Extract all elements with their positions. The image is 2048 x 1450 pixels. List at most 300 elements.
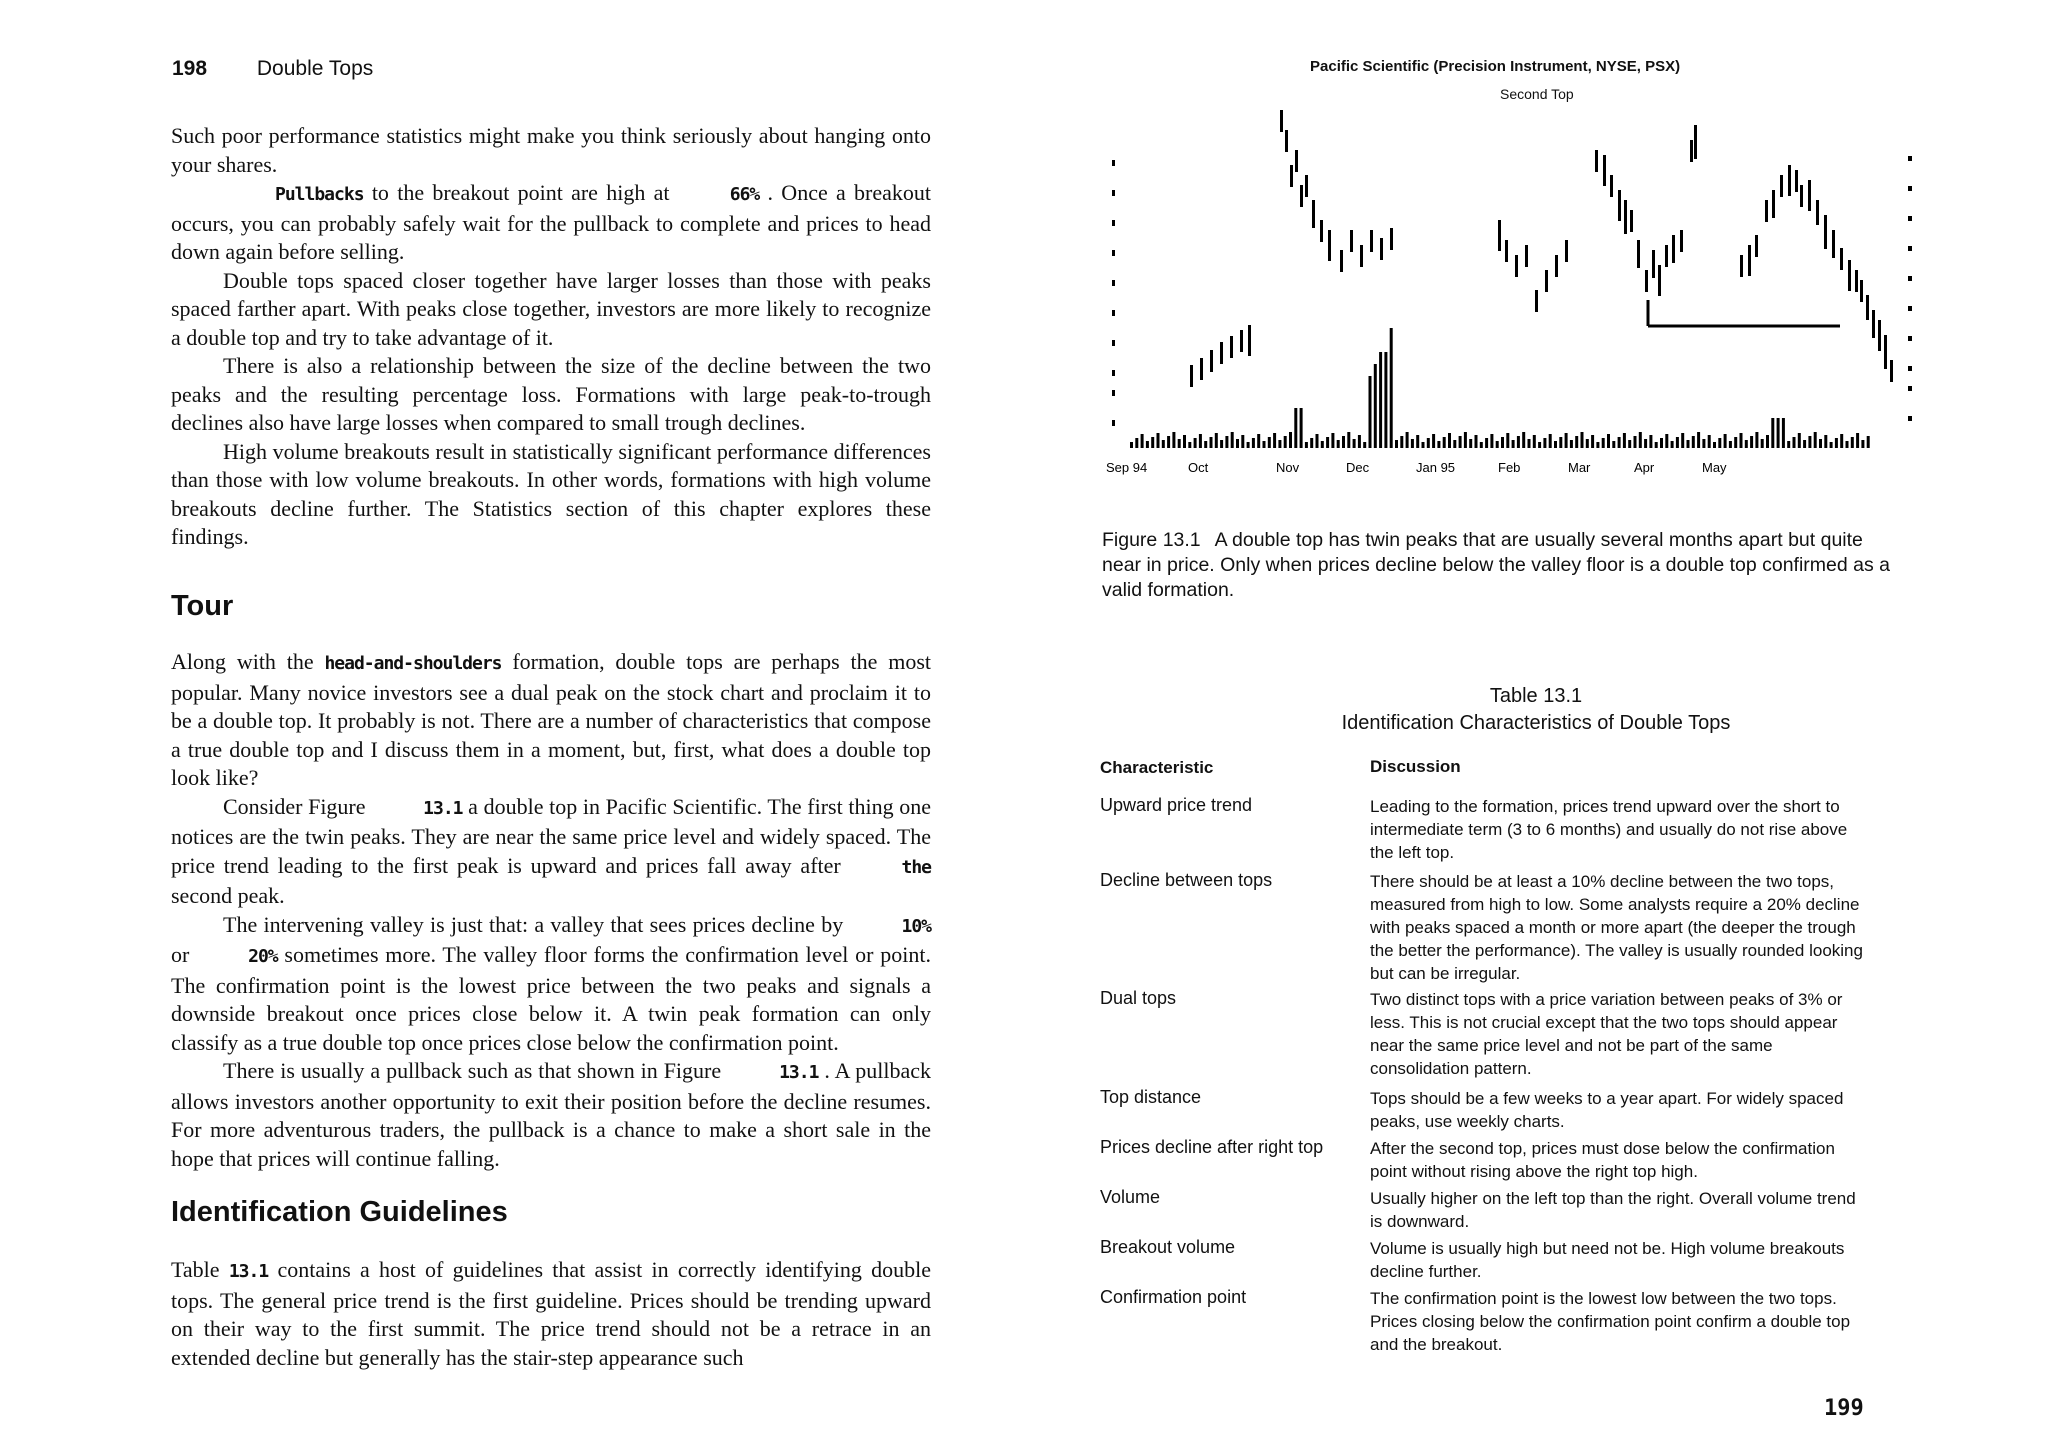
table-number: Table 13.1 — [1489, 685, 1583, 707]
discussion-cell: Volume is usually high but need not be. High volume breakouts decline further. — [1370, 1239, 1845, 1281]
volume-bar — [1708, 435, 1711, 448]
volume-bar — [1713, 442, 1716, 448]
figure-annotation: Second Top — [1500, 86, 1574, 102]
axis-tick — [1908, 186, 1912, 191]
x-tick-label: Dec — [1346, 460, 1370, 475]
volume-bar — [1151, 437, 1154, 448]
paragraph-text: . A pullback allows investors another opportunity to exit their position before the decline resumes. For more adventurous traders, the pullback is a chance to make a short sale in the hope that prices will continue falling. — [171, 1058, 931, 1171]
degraded-text: 13.1 — [779, 1062, 819, 1083]
volume-bar — [1835, 438, 1838, 448]
volume-bar — [1321, 441, 1324, 448]
paragraph-text: There is usually a pullback such as that shown in Figure — [223, 1058, 728, 1083]
volume-bar — [1453, 440, 1456, 448]
tour-paragraphs — [171, 648, 931, 1173]
volume-bar — [1342, 436, 1345, 448]
price-bar — [1824, 215, 1827, 249]
volume-bar — [1204, 441, 1207, 448]
degraded-text: head-and-shoulders — [324, 653, 502, 674]
price-bar — [1740, 255, 1743, 277]
characteristic-cell: Breakout volume — [1100, 1237, 1236, 1257]
price-bar — [1832, 230, 1835, 258]
price-bar — [1618, 190, 1621, 221]
price-bar — [1230, 336, 1233, 358]
volume-bar — [1496, 441, 1499, 448]
volume-bar — [1814, 432, 1817, 448]
volume-bar — [1432, 434, 1435, 448]
folio-page-number: 199 — [1824, 1396, 1864, 1421]
characteristic-cell: Prices decline after right top — [1100, 1137, 1324, 1157]
price-bar — [1525, 245, 1528, 267]
volume-bar — [1602, 438, 1605, 448]
discussion-cell: Leading to the formation, prices trend upward over the short to intermediate term (3 to 6 months) and usually do not rise above the left top. — [1370, 797, 1848, 862]
volume-bar — [1856, 433, 1859, 448]
axis-tick — [1112, 370, 1115, 376]
price-bar — [1312, 200, 1315, 228]
volume-bar — [1543, 438, 1546, 448]
figure-caption — [1102, 528, 1892, 603]
volume-bar — [1188, 442, 1191, 448]
price-bar — [1545, 270, 1548, 292]
price-bar — [1190, 365, 1193, 387]
price-bar — [1694, 125, 1697, 159]
paragraph — [171, 793, 931, 911]
volume-bar — [1480, 442, 1483, 448]
guidelines-paragraphs — [171, 1256, 931, 1372]
price-bar — [1350, 230, 1353, 252]
price-bar — [1390, 228, 1393, 250]
axis-tick — [1112, 160, 1115, 166]
discussion-cell: Usually higher on the left top than the right. Overall volume trend is downward. — [1370, 1189, 1856, 1231]
price-bar — [1840, 248, 1843, 270]
volume-bar — [1549, 434, 1552, 448]
price-bar — [1748, 245, 1751, 276]
paragraph-text: contains a host of guidelines that assist in correctly identifying double tops. The general price trend is the first guideline. Prices should be trending upward on their way to the first summit. The price trend should not be a retrace in an extended decline but generally has the stair-step appearance such — [171, 1257, 931, 1370]
volume-bar — [1247, 442, 1250, 448]
volume-bar — [1316, 434, 1319, 448]
price-bar — [1866, 295, 1869, 320]
right-page — [1024, 0, 2048, 1450]
price-bar — [1320, 220, 1323, 242]
figure-caption-text: A double top has twin peaks that are usually several months apart but quite near in price. Only when prices decline below the valley floor is a double top confirmed as a valid formation. — [1102, 529, 1891, 601]
volume-bar — [1522, 432, 1525, 448]
price-bar — [1808, 180, 1811, 211]
volume-bar — [1793, 437, 1796, 448]
x-axis-labels — [1106, 460, 1727, 475]
volume-bar — [1273, 433, 1276, 448]
x-tick-label: Sep 94 — [1106, 460, 1148, 475]
column-header-characteristic: Characteristic — [1100, 758, 1214, 777]
volume-bar — [1824, 435, 1827, 448]
volume-bar — [1172, 432, 1175, 448]
volume-bar — [1194, 438, 1197, 448]
volume-bar — [1225, 436, 1228, 448]
volume-bar — [1358, 435, 1361, 448]
volume-bar — [1384, 352, 1387, 448]
heading-tour: Tour — [171, 590, 234, 622]
volume-bar — [1575, 436, 1578, 448]
axis-tick — [1112, 190, 1115, 196]
volume-bar — [1347, 432, 1350, 448]
axis-tick — [1908, 156, 1912, 161]
volume-bar — [1702, 439, 1705, 448]
section-title: Double Tops — [256, 57, 374, 80]
volume-bar — [1469, 439, 1472, 448]
volume-bar — [1649, 435, 1652, 448]
price-bar — [1772, 190, 1775, 218]
volume-bar — [1199, 434, 1202, 448]
volume-bar — [1724, 434, 1727, 448]
volume-bar — [1411, 439, 1414, 448]
volume-bar — [1263, 441, 1266, 448]
paragraph — [171, 1256, 931, 1372]
volume-bar — [1146, 441, 1149, 448]
volume-bar — [1331, 433, 1334, 448]
figure-title: Pacific Scientific (Precision Instrument, NYSE, PSX) — [1310, 58, 1681, 75]
volume-bar — [1353, 439, 1356, 448]
paragraph-text: formation, double tops are perhaps the most popular. Many novice investors see a dual peak on the stock chart and proclaim it to be a double top. It probably is not. There are a number of characteristics that compose a true double top and I discuss them in a moment, but, first, what does a double top look like? — [171, 649, 931, 790]
price-bar — [1658, 265, 1661, 296]
volume-bar — [1448, 433, 1451, 448]
volume-bar — [1591, 435, 1594, 448]
volume-bar — [1252, 438, 1255, 448]
price-bar — [1200, 358, 1203, 380]
volume-bar — [1697, 432, 1700, 448]
price-bar — [1690, 140, 1693, 162]
volume-bar — [1369, 376, 1372, 448]
volume-bar — [1596, 442, 1599, 448]
volume-bar — [1459, 436, 1462, 448]
price-bar — [1220, 342, 1223, 364]
volume-bar — [1379, 352, 1382, 448]
volume-bar — [1178, 439, 1181, 448]
volume-bar — [1830, 442, 1833, 448]
price-bar — [1498, 220, 1501, 251]
discussion-cell: Tops should be a few weeks to a year apart. For widely spaced peaks, use weekly charts. — [1370, 1089, 1844, 1131]
price-bar — [1300, 185, 1303, 207]
volume-bar — [1808, 436, 1811, 448]
volume-bar — [1305, 442, 1308, 448]
volume-bar — [1623, 433, 1626, 448]
paragraph-text: . Once a breakout occurs, you can probably safely wait for the pullback to complete and prices to head down again before selling. — [171, 180, 931, 264]
paragraph-text: Consider Figure — [223, 793, 372, 819]
volume-bar — [1734, 437, 1737, 448]
paragraph: Double tops spaced closer together have larger losses than those with peaks spaced farther apart. With peaks close together, investors are more likely to recognize a double top and try to take advantage of it. — [171, 267, 931, 350]
volume-bar — [1665, 434, 1668, 448]
x-tick-label: May — [1702, 460, 1727, 475]
table-title: Identification Characteristics of Double Tops — [1341, 712, 1731, 734]
x-tick-label: Oct — [1188, 460, 1209, 475]
price-bar — [1680, 230, 1683, 252]
volume-bar — [1618, 437, 1621, 448]
volume-bar — [1231, 432, 1234, 448]
volume-bar — [1300, 408, 1303, 448]
characteristic-cell: Top distance — [1100, 1087, 1202, 1107]
volume-bar — [1565, 433, 1568, 448]
volume-bar — [1755, 432, 1758, 448]
axis-tick — [1112, 310, 1115, 316]
price-bar — [1603, 155, 1606, 186]
axis-tick — [1112, 390, 1115, 396]
paragraph-text: The intervening valley is just that: a valley that sees prices decline by — [223, 911, 850, 937]
volume-bar — [1135, 438, 1138, 448]
volume-bar — [1655, 442, 1658, 448]
figure-number: Figure 13.1 — [1102, 529, 1201, 551]
price-bar — [1555, 255, 1558, 277]
characteristic-cell: Upward price trend — [1100, 795, 1253, 815]
volume-bar — [1167, 436, 1170, 448]
paragraph-text: Along with the — [171, 649, 325, 674]
axis-tick — [1112, 250, 1115, 256]
x-tick-label: Mar — [1568, 460, 1591, 475]
volume-bar — [1586, 439, 1589, 448]
degraded-text: 20% — [248, 946, 278, 967]
volume-bar — [1766, 435, 1769, 448]
volume-bar — [1570, 440, 1573, 448]
price-bar — [1624, 200, 1627, 234]
price-bar — [1637, 240, 1640, 268]
price-bar — [1295, 150, 1298, 172]
price-bar — [1595, 150, 1598, 172]
volume-bar — [1692, 436, 1695, 448]
volume-bar — [1846, 441, 1849, 448]
volume-bar — [1422, 442, 1425, 448]
volume-bar — [1740, 433, 1743, 448]
volume-bar — [1538, 442, 1541, 448]
volume-bar — [1681, 433, 1684, 448]
paragraph: There is also a relationship between the size of the decline between the two peaks and the resulting percentage loss. Formations with large peak-to-trough declines also have large losses when compared to small trough declines. — [171, 353, 931, 435]
volume-bar — [1485, 438, 1488, 448]
paragraph-text: second peak. — [171, 883, 285, 908]
volume-bar — [1782, 418, 1785, 448]
volume-bar — [1771, 418, 1774, 448]
paragraph-text: sometimes more. The valley floor forms the confirmation level or point. The confirmation point is the lowest price between the two peaks and signals a downside breakout once prices close below it. A twin peak formation can only classify as a true double top once prices close below the confirmation point. — [171, 942, 931, 1055]
price-bar — [1565, 240, 1568, 262]
volume-bar — [1210, 437, 1213, 448]
volume-bar — [1867, 436, 1870, 448]
price-bar — [1652, 250, 1655, 278]
volume-bar — [1141, 434, 1144, 448]
x-tick-label: Jan 95 — [1416, 460, 1456, 475]
volume-bar — [1268, 437, 1271, 448]
volume-bar — [1718, 438, 1721, 448]
price-bar — [1860, 280, 1863, 302]
volume-bar — [1310, 438, 1313, 448]
price-bar — [1610, 175, 1613, 197]
price-bar — [1765, 200, 1768, 222]
volume-bar — [1390, 328, 1393, 448]
axis-tick — [1112, 220, 1115, 226]
volume-bar — [1819, 439, 1822, 448]
volume-bar — [1257, 434, 1260, 448]
volume-bar — [1416, 435, 1419, 448]
volume-bar — [1512, 440, 1515, 448]
axis-tick — [1112, 340, 1115, 346]
volume-bar — [1294, 408, 1297, 448]
volume-bar — [1777, 418, 1780, 448]
price-bar — [1795, 170, 1798, 192]
paragraph — [171, 179, 931, 267]
volume-bar — [1406, 432, 1409, 448]
price-bar — [1280, 110, 1283, 132]
axis-tick — [1908, 366, 1912, 371]
volume-bar — [1215, 433, 1218, 448]
axis-tick — [1908, 306, 1912, 311]
price-bar — [1505, 240, 1508, 262]
price-volume-chart — [1100, 80, 1920, 500]
column-header-discussion: Discussion — [1370, 757, 1461, 776]
x-tick-label: Nov — [1276, 460, 1300, 475]
discussion-cell: The confirmation point is the lowest low between the two tops. Prices closing below the confirmation point confirm a double top and the breakout. — [1370, 1289, 1851, 1354]
volume-bar — [1612, 441, 1615, 448]
degraded-text: 13.1 — [423, 797, 463, 819]
volume-bar — [1278, 440, 1281, 448]
paragraph: Such poor performance statistics might make you think seriously about hanging onto your shares. — [171, 123, 931, 177]
price-bar — [1816, 200, 1819, 225]
price-bar — [1328, 230, 1331, 261]
volume-bar — [1803, 440, 1806, 448]
price-bar — [1780, 175, 1783, 197]
volume-bar — [1787, 441, 1790, 448]
volume-bar — [1861, 440, 1864, 448]
volume-bar — [1374, 364, 1377, 448]
price-bar — [1645, 270, 1648, 292]
volume-bar — [1671, 441, 1674, 448]
volume-bar — [1157, 433, 1160, 448]
volume-bar — [1644, 439, 1647, 448]
volume-bar — [1607, 434, 1610, 448]
volume-bar — [1517, 436, 1520, 448]
price-bar — [1210, 350, 1213, 372]
volume-bar — [1628, 440, 1631, 448]
volume-bar — [1236, 439, 1239, 448]
price-bar — [1340, 250, 1343, 272]
degraded-text: 66% — [729, 184, 760, 205]
volume-bar — [1475, 435, 1478, 448]
volume-bar — [1326, 437, 1329, 448]
volume-bar — [1289, 432, 1292, 448]
paragraph-text: to the breakout point are high at — [363, 180, 678, 205]
price-bar — [1305, 175, 1308, 197]
characteristic-cell: Volume — [1100, 1187, 1161, 1207]
price-bar — [1800, 185, 1803, 207]
volume-bar — [1687, 440, 1690, 448]
volume-bar — [1400, 436, 1403, 448]
volume-bar — [1395, 440, 1398, 448]
volume-bar — [1676, 437, 1679, 448]
price-bar — [1665, 245, 1668, 267]
paragraph-text: Table — [171, 1257, 229, 1282]
degraded-text: Pullbacks — [275, 184, 364, 205]
volume-bar — [1337, 440, 1340, 448]
volume-bar — [1437, 441, 1440, 448]
volume-bar — [1220, 440, 1223, 448]
price-bar — [1360, 245, 1363, 267]
price-bar — [1370, 230, 1373, 252]
volume-bar — [1241, 435, 1244, 448]
volume-bar — [1363, 442, 1366, 448]
axis-tick — [1908, 246, 1912, 251]
price-bar — [1240, 330, 1243, 352]
volume-bar — [1183, 435, 1186, 448]
discussion-cell: After the second top, prices must dose below the confirmation point without rising above the right top high. — [1370, 1139, 1835, 1181]
axis-tick — [1908, 416, 1912, 421]
volume-bar — [1533, 435, 1536, 448]
price-bar — [1890, 360, 1893, 382]
volume-bar — [1464, 432, 1467, 448]
x-tick-label: Feb — [1498, 460, 1521, 475]
volume-bar — [1284, 436, 1287, 448]
paragraph — [171, 1057, 931, 1173]
volume-bar — [1554, 441, 1557, 448]
characteristic-cell: Dual tops — [1100, 988, 1177, 1008]
volume-bar — [1501, 437, 1504, 448]
degraded-text: the — [901, 856, 931, 878]
paragraph-text: a double top in Pacific Scientific. The first thing one notices are the twin peaks. They are near the same price level and widely spaced. The price trend leading to the first peak is upward and prices fall away after — [171, 793, 931, 878]
price-bar — [1535, 290, 1538, 312]
price-bar — [1848, 260, 1851, 291]
price-bar — [1755, 235, 1758, 257]
discussion-cell: Two distinct tops with a price variation between peaks of 3% or less. This is not crucial except that the two tops should appear near the same price level and not be part of the same consolidation pattern. — [1370, 990, 1843, 1078]
price-bar — [1878, 320, 1881, 351]
volume-bar — [1729, 441, 1732, 448]
price-bar — [1788, 165, 1791, 196]
price-series — [1112, 110, 1912, 426]
volume-bar — [1851, 437, 1854, 448]
volume-bar — [1506, 433, 1509, 448]
axis-tick — [1908, 276, 1912, 281]
heading-identification-guidelines: Identification Guidelines — [171, 1196, 508, 1228]
volume-bar — [1490, 434, 1493, 448]
price-bar — [1515, 255, 1518, 277]
price-bar — [1855, 270, 1858, 292]
volume-bar — [1798, 433, 1801, 448]
paragraph — [171, 648, 931, 793]
paragraph-text: or — [171, 942, 197, 967]
volume-bar — [1427, 438, 1430, 448]
intro-paragraphs — [171, 122, 931, 552]
price-bar — [1672, 235, 1675, 263]
price-bar — [1248, 325, 1251, 356]
price-bar — [1285, 130, 1288, 152]
axis-tick — [1908, 336, 1912, 341]
volume-bar — [1581, 432, 1584, 448]
axis-tick — [1908, 386, 1912, 391]
paragraph — [171, 911, 931, 1058]
volume-bar — [1660, 438, 1663, 448]
paragraph: High volume breakouts result in statistically significant performance differences than those with low volume breakouts. In other words, formations with high volume breakouts decline further. The Statistics section of this chapter explores these findings. — [171, 438, 931, 549]
price-bar — [1290, 165, 1293, 187]
degraded-text: 10% — [901, 915, 931, 937]
degraded-text: 13.1 — [228, 1261, 269, 1282]
volume-bar — [1761, 439, 1764, 448]
characteristic-cell: Confirmation point — [1100, 1287, 1247, 1307]
volume-bar — [1745, 440, 1748, 448]
volume-bar — [1634, 436, 1637, 448]
price-bar — [1630, 210, 1633, 232]
page-number: 198 — [172, 57, 208, 80]
volume-bar — [1559, 437, 1562, 448]
volume-bar — [1162, 440, 1165, 448]
volume-bar — [1639, 432, 1642, 448]
volume-bar — [1840, 434, 1843, 448]
axis-tick — [1112, 280, 1115, 286]
characteristic-cell: Decline between tops — [1100, 870, 1273, 890]
price-bar — [1380, 238, 1383, 260]
running-head — [172, 57, 373, 81]
volume-bar — [1528, 439, 1531, 448]
x-tick-label: Apr — [1634, 460, 1655, 475]
volume-bar — [1750, 436, 1753, 448]
